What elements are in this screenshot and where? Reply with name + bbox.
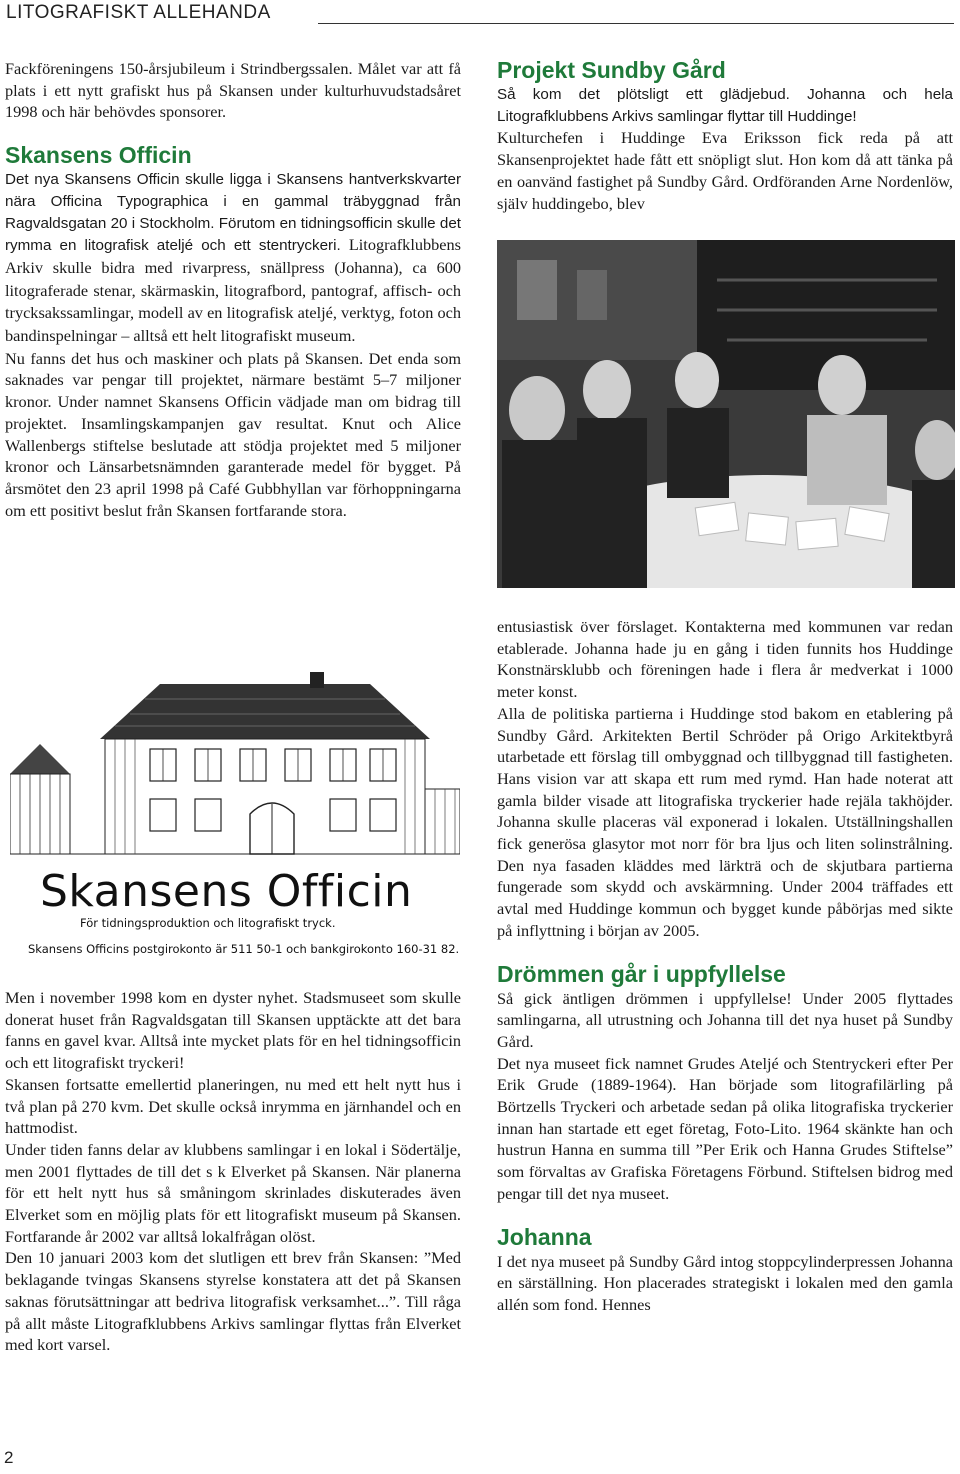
intro-paragraph: Fackföreningens 150-årsjubileum i Strindbergssalen. Målet var att få plats i ett nytt grafiskt hus på Skansen under kulturhuvudstadsåret 1998 och här behövdes sponsorer. xyxy=(5,59,461,122)
section-heading-skansens-officin: Skansens Officin xyxy=(5,142,192,169)
paragraph-sans-part: Det nya Skansens Officin skulle ligga i Skansens hantverkskvarter nära Officina Typographica i en gammal träbyggnad från Ragvaldsgatan 20 i Stockholm. Förutom en tidningsofficin skulle det rymma en litografisk ateljé och ett stentryckeri. xyxy=(5,171,461,255)
illustration-caption xyxy=(28,866,460,956)
section-heading-johanna: Johanna xyxy=(497,1223,592,1250)
meeting-photo xyxy=(497,240,955,588)
section-heading-sundby-gard: Projekt Sundby Gård xyxy=(497,57,726,83)
building-drawing-icon xyxy=(10,664,460,864)
right-column-upper xyxy=(497,56,953,214)
paragraph-kulturchef: Kulturchefen i Huddinge Eva Eriksson fick reda på att Skansenprojektet hade fått ett snöpligt slut. Hon kom då att tänka på en oanvänd fastighet på Sundby Gård. Ordföranden Arne Nordenlöw, själv huddingebo, blev xyxy=(497,128,953,213)
left-column-lower xyxy=(5,987,461,1356)
paragraph-letter: Den 10 januari 2003 kom det slutligen ett brev från Skansen: ”Med beklagande tvingas Skansens styrelse konstatera att det på Skansen saknas förutsättningar att bedriva litografisk verksamhet...”. Till råga på allt måste Litografklubbens Arkivs samlingar flyttas från Elverket med kort varsel. xyxy=(5,1248,461,1355)
page-number: 2 xyxy=(4,1448,14,1467)
publication-title: LITOGRAFISKT ALLEHANDA xyxy=(6,2,271,23)
paragraph-elverket: Under tiden fanns delar av klubbens samlingar i en lokal i Södertälje, men 2001 flyttades de till det s k Elverket på Skansen. När planerna för ett helt nytt hus så småningom skrinlades diskuterades även Elverket som en möjlig plats för ett litografiskt museum på Skansen. Fortfarande år 2002 var alltså lokalfrågan olöst. xyxy=(5,1139,461,1246)
illustration-subtitle: För tidningsproduktion och litografiskt tryck. xyxy=(80,916,336,930)
paragraph-enthusiastic: entusiastisk över förslaget. Kontakterna med kommunen var redan etablerade. Johanna hade ju en gång i tiden funnits hos Huddinge Konstnärsklubb och föreningen hade i flera år medverkat i 1000 meter konst. xyxy=(497,617,953,702)
page-header xyxy=(0,0,960,32)
paragraph-dream-fulfilled: Så gick äntligen drömmen i uppfyllelse! Under 2005 flyttades samlingarna, all utrustning och Johanna till det nya huset på Sundby Gård. xyxy=(497,988,953,1051)
paragraph-architect: Alla de politiska partierna i Huddinge stod bakom en etablering på Sundby Gård. Arkitekten Bertil Schröder på Origo Arkitektbyrå utarbetade ett förslag till ombyggnad och tillbyggnad till fastigheten. Hans vision var att skapa ett rum med rymd. Han hade noterat att gamla bilder visade att litografiska tryckerier hade rejäla takhöjder. Johanna skulle placeras väl exponerad i lokalen. Utställningshallen fick generösa glasytor mot norr för bra ljus och liten solinstrålning. Den nya fasaden kläddes med lärkträ och de skjutbara partierna fungerade som skydd och avskärmning. Under 2004 träffades ett avtal med Huddinge kommun och bygget kunde påbörjas med sikte på inflyttning i början av 2005. xyxy=(497,703,953,940)
paragraph-good-news: Så kom det plötsligt ett glädjebud. Johanna och hela Litografklubbens Arkivs samlingar flyttar till Huddinge! xyxy=(497,86,953,125)
paragraph-bad-news: Men i november 1998 kom en dyster nyhet. Stadsmuseet som skulle donerat huset från Ragvaldsgatan till Skansen upptäckte att det bara fanns en gavel kvar. Alltså inte mycket plats för en hel tidningsofficin och ett litografiskt tryckeri! xyxy=(5,988,461,1073)
paragraph-johanna: I det nya museet på Sundby Gård intog stoppcylinderpressen Johanna en särställning. Hon placerades strategiskt i lokalen med den gamla allén som fond. Hennes xyxy=(497,1251,953,1314)
header-rule xyxy=(318,23,954,24)
paragraph-skansens-officin-intro xyxy=(5,169,461,348)
paragraph-serif-part: Litografklubbens Arkiv skulle bidra med rivarpress, snällpress (Johanna), ca 600 litograferade stenar, skärmaskin, litografbord, pantograf, affisch- och trycksakssamlingar, modell av en litografisk ateljé, verktyg, foton och bandinspelningar – alltså ett helt litografiskt museum. xyxy=(5,235,461,346)
paragraph-funding: Nu fanns det hus och maskiner och plats på Skansen. Det enda som saknades var pengar till projektet, närmare bestämt 5–7 miljoner kronor. Under namnet Skansens Officin vädjade man om bidrag till projektet. Insamlingskampanjen gav resultat. Knut och Alice Wallenbergs stiftelse beslutade att stödja projektet med 5 miljoner kronor och Länsarbetsnämnden garanterade medel för bygget. På årsmötet den 23 april 1998 på Café Gubbhyllan var förhoppningarna om ett positivt beslut från Skansen fortfarande stora. xyxy=(5,348,461,520)
right-column-lower xyxy=(497,616,953,1316)
meeting-photo-image xyxy=(497,240,955,588)
paragraph-grude: Det nya museet fick namnet Grudes Ateljé och Stentryckeri efter Per Erik Grude (1889-1964). Han började som litografilärling på Börtzells Tryckeri och arbetade sedan på olika litografiska tryckerier innan han startade ett eget företag, Foto-Lito. 1964 skänkte han och hustrun Hanna en summa till ”Per Erik och Hanna Grudes Stiftelse” som förvaltas av Grafiska Företagens Förbund. Stiftelsen bidrog med pengar till det nya museet. xyxy=(497,1053,953,1203)
paragraph-new-house: Skansen fortsatte emellertid planeringen, nu med ett helt nytt hus i två plan på 270 kvm. Det skulle också inrymma en järnhandel och en hattmodist. xyxy=(5,1074,461,1138)
section-heading-drommen: Drömmen går i uppfyllelse xyxy=(497,960,786,987)
illustration-footer: Skansens Officins postgirokonto är 511 50-1 och bankgirokonto 160-31 82. xyxy=(28,942,460,956)
illustration-title: Skansens Officin xyxy=(40,866,413,917)
left-column xyxy=(5,58,461,521)
